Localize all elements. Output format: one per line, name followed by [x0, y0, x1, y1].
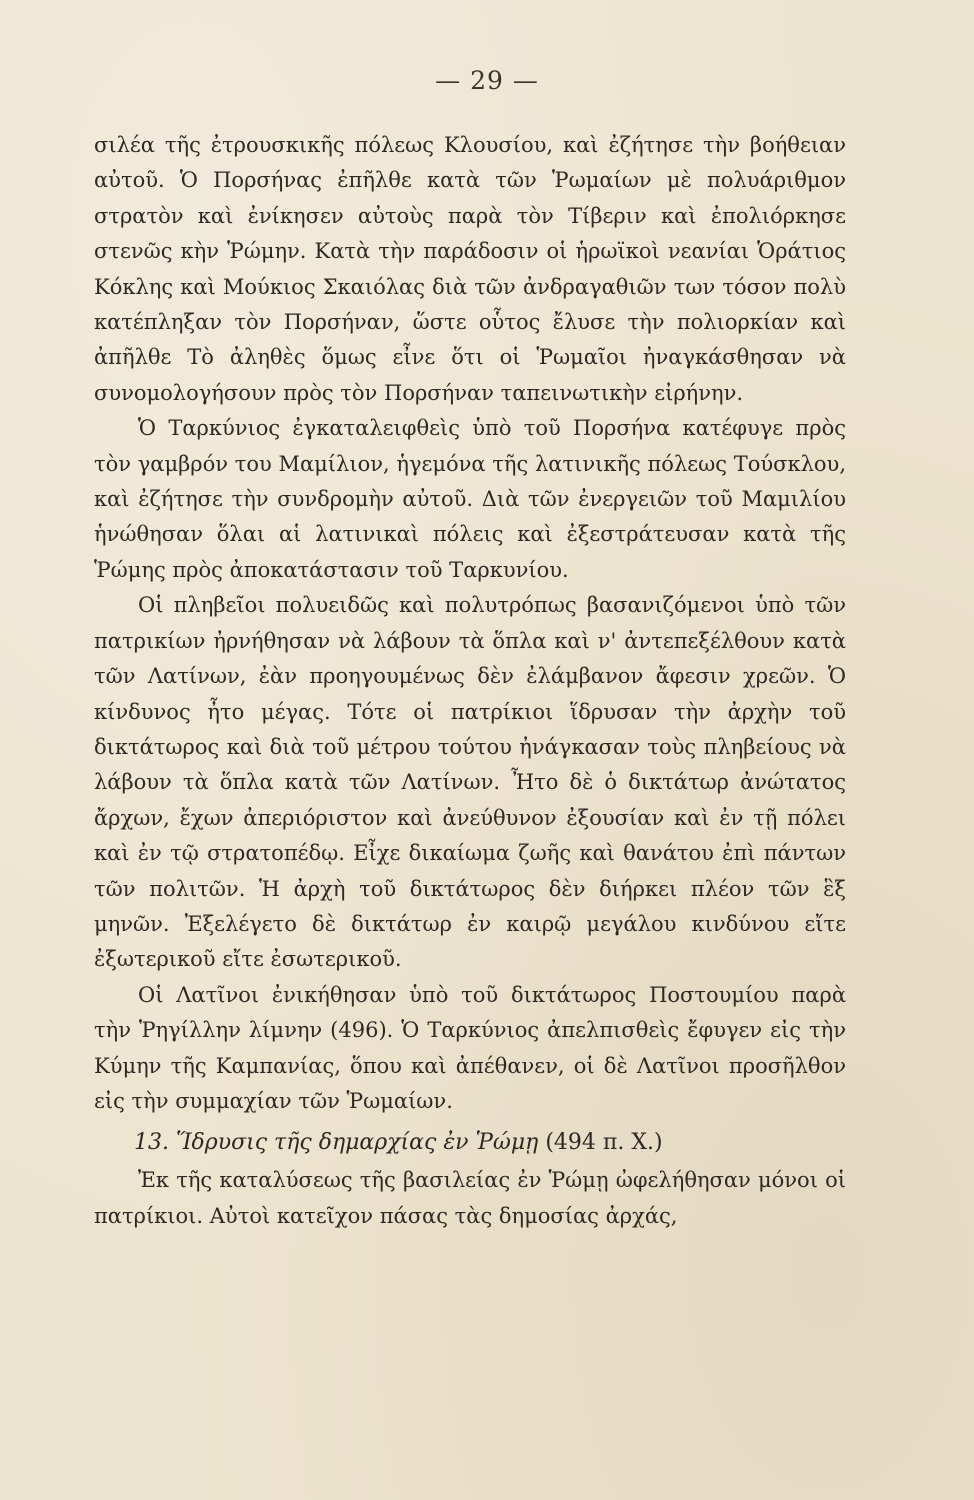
paragraph-dictator: Οἱ πληβεῖοι πολυειδῶς καὶ πολυτρόπως βασανιζόμενοι ὑπὸ τῶν πατρικίων ἠρνήθησαν νὰ λάβουν τὰ ὅπλα καὶ ν' ἀντεπεξέλθουν κατὰ τῶν Λατίνων, ἐὰν προηγουμένως δὲν ἐλάμβανον ἄφεσιν χρεῶν. Ὁ κίνδυνος ἦτο μέγας. Τότε οἱ πατρίκιοι ἵδρυσαν τὴν ἀρχὴν τοῦ δικτάτωρος καὶ διὰ τοῦ μέτρου τούτου ἠνάγκασαν τοὺς πληβείους νὰ λάβουν τὰ ὅπλα κατὰ τῶν Λατίνων. Ἦτο δὲ ὁ δικτάτωρ ἀνώτατος ἄρχων, ἔχων ἀπεριόριστον καὶ ἀνεύθυνον ἐξουσίαν καὶ ἐν τῇ πόλει καὶ ἐν τῷ στρατοπέδῳ. Εἶχε δικαίωμα ζωῆς καὶ θανάτου ἐπὶ πάντων τῶν πολιτῶν. Ἡ ἀρχὴ τοῦ δικτάτωρος δὲν διήρκει πλέον τῶν ἓξ μηνῶν. Ἐξελέγετο δὲ δικτάτωρ ἐν καιρῷ μεγάλου κινδύνου εἴτε ἐξωτερικοῦ εἴτε ἐσωτερικοῦ. [94, 593, 846, 972]
paragraph-porsenna: σιλέα τῆς ἐτρουσκικῆς πόλεως Κλουσίου, καὶ ἐζήτησε τὴν βοήθειαν αὐτοῦ. Ὁ Πορσήνας ἐπῆλθε κατὰ τῶν Ῥωμαίων μὲ πολυάριθμον στρατὸν καὶ ἐνίκησεν αὐτοὺς παρὰ τὸν Τίβεριν καὶ ἐπολιόρκησε στενῶς κὴν Ῥώμην. Κατὰ τὴν παράδοσιν οἱ ἡρωϊκοὶ νεανίαι Ὁράτιος Κόκλης καὶ Μούκιος Σκαιόλας διὰ τῶν ἀνδραγαθιῶν των τόσον πολὺ κατέπληξαν τὸν Πορσήναν, ὥστε οὗτος ἔλυσε τὴν πολιορκίαν καὶ ἀπῆλθε Τὸ ἀληθὲς ὅμως εἶνε ὅτι οἱ Ῥωμαῖοι ἠναγκάσθησαν νὰ συνομολογήσουν πρὸς τὸν Πορσήναν ταπεινωτικὴν εἰρήνην. [94, 133, 846, 405]
section-date: (494 π. Χ.) [545, 1130, 663, 1156]
section-title: Ἵδρυσις τῆς δημαρχίας ἐν Ῥώμῃ [176, 1130, 539, 1156]
paragraph-closing: Ἐκ τῆς καταλύσεως τῆς βασιλείας ἐν Ῥώμῃ ὠφελήθησαν μόνοι οἱ πατρίκιοι. Αὐτοὶ κατεῖχον πάσας τὰς δημοσίας ἀρχάς, [94, 1168, 846, 1228]
paragraph-latins: Οἱ Λατῖνοι ἐνικήθησαν ὑπὸ τοῦ δικτάτωρος Ποστουμίου παρὰ τὴν Ῥηγίλλην λίμνην (496). Ὁ Ταρκύνιος ἀπελπισθεὶς ἔφυγεν εἰς τὴν Κύμην τῆς Καμπανίας, ὅπου καὶ ἀπέθανεν, οἱ δὲ Λατῖνοι προσῆλθον εἰς τὴν συμμαχίαν τῶν Ῥωμαίων. [94, 982, 846, 1113]
section-heading [94, 1123, 846, 1163]
body-text [94, 128, 846, 1234]
paragraph-tarquinius: Ὁ Ταρκύνιος ἐγκαταλειφθεὶς ὑπὸ τοῦ Πορσήνα κατέφυγε πρὸς τὸν γαμβρόν του Μαμίλιον, ἡγεμόνα τῆς λατινικῆς πόλεως Τούσκλου, καὶ ἐζήτησε τὴν συνδρομὴν αὐτοῦ. Διὰ τῶν ἐνεργειῶν τοῦ Μαμιλίου ἡνώθησαν ὅλαι αἱ λατινικαὶ πόλεις καὶ ἐξεστράτευσαν κατὰ τῆς Ῥώμης πρὸς ἀποκατάστασιν τοῦ Ταρκυνίου. [94, 416, 846, 582]
page-number: — 29 — [435, 66, 539, 95]
section-number: 13. [134, 1130, 169, 1156]
